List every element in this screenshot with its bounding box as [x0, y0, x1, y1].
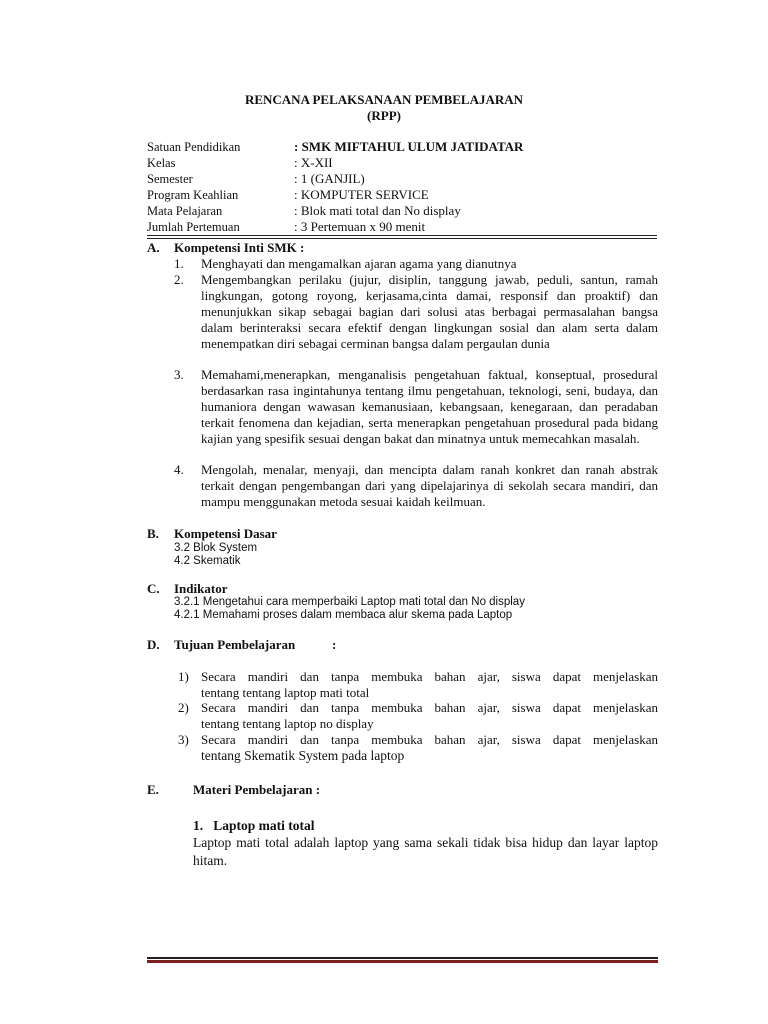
- section-d-letter: D.: [147, 637, 160, 652]
- identity-value: : KOMPUTER SERVICE: [294, 187, 429, 202]
- identity-value: : SMK MIFTAHUL ULUM JATIDATAR: [294, 139, 524, 154]
- section-d-title: Tujuan Pembelajaran: [174, 637, 296, 652]
- identity-label: Mata Pelajaran: [147, 204, 223, 218]
- list-number: 3): [178, 732, 189, 747]
- identity-value: : 1 (GANJIL): [294, 171, 365, 186]
- section-c-title: Indikator: [174, 581, 228, 596]
- list-item-line: tentang tentang laptop no display: [201, 716, 374, 731]
- list-item: 3.2 Blok System: [174, 542, 258, 554]
- list-number: 1.: [174, 256, 184, 271]
- list-item: [201, 732, 658, 764]
- list-item-line: Secara mandiri dan tanpa membuka bahan ajar, siswa dapat menjelaskan: [201, 700, 658, 715]
- list-item: 3.2.1 Mengetahui cara memperbaiki Laptop mati total dan No display: [174, 596, 525, 608]
- identity-value: : X-XII: [294, 155, 333, 170]
- divider-line: [147, 238, 657, 239]
- section-e-title: Materi Pembelajaran :: [193, 782, 321, 797]
- list-item: 4.2 Skematik: [174, 555, 241, 567]
- list-item: Memahami,menerapkan, menganalisis pengetahuan faktual, konseptual, prosedural berdasarkan rasa ingintahunya tentang ilmu pengetahuan, teknologi, seni, budaya, dan humaniora dengan wawasan kemanusiaan, kebangsaan, kenegaraan, dan peradaban terkait fenomena dan kejadian, serta menerapkan pengetahuan prosedural pada bidang kajian yang spesifik sesuai dengan bakat dan minatnya untuk memecahkan masalah.: [201, 367, 658, 446]
- identity-label: Program Keahlian: [147, 188, 239, 202]
- list-item: [201, 700, 658, 732]
- list-number: 4.: [174, 462, 184, 477]
- identity-label: Kelas: [147, 156, 176, 170]
- identity-value: : 3 Pertemuan x 90 menit: [294, 219, 426, 234]
- list-item: 4.2.1 Memahami proses dalam membaca alur skema pada Laptop: [174, 609, 513, 621]
- list-item-line: Secara mandiri dan tanpa membuka bahan ajar, siswa dapat menjelaskan: [201, 669, 658, 684]
- document-subtitle: (RPP): [367, 108, 401, 123]
- section-c-letter: C.: [147, 581, 160, 596]
- section-b-title: Kompetensi Dasar: [174, 526, 277, 541]
- section-b-letter: B.: [147, 526, 159, 541]
- footer-line: [147, 957, 658, 959]
- list-item: Menghayati dan mengamalkan ajaran agama yang dianutnya: [201, 256, 517, 271]
- section-e-letter: E.: [147, 782, 159, 797]
- list-item: Mengembangkan perilaku (jujur, disiplin, tanggung jawab, peduli, santun, ramah lingkungan, gotong royong, kerjasama,cinta damai, responsif dan proaktif) dan menunjukkan sikap sebagai bagian dari solusi atas berbagai permasalahan bangsa dalam berinteraksi secara efektif dengan lingkungan sosial dan alam serta dalam menempatkan diri sebagai cerminan bangsa dalam pergaulan dunia: [201, 272, 658, 351]
- list-item-line: tentang tentang laptop mati total: [201, 685, 370, 700]
- identity-value: : Blok mati total dan No display: [294, 203, 461, 218]
- section-d-colon: :: [332, 637, 337, 652]
- subsection-text: Laptop mati total adalah laptop yang sama sekali tidak bisa hidup dan layar laptop hitam.: [193, 835, 658, 868]
- section-a-letter: A.: [147, 240, 160, 255]
- list-item-line: tentang Skematik System pada laptop: [201, 748, 405, 763]
- list-number: 2): [178, 700, 189, 715]
- list-item-line: Secara mandiri dan tanpa membuka bahan ajar, siswa dapat menjelaskan: [201, 732, 658, 747]
- list-number: 3.: [174, 367, 184, 382]
- section-a-title: Kompetensi Inti SMK :: [174, 240, 305, 255]
- identity-label: Satuan Pendidikan: [147, 140, 241, 154]
- identity-label: Semester: [147, 172, 193, 186]
- list-number: 1): [178, 669, 189, 684]
- document-title: RENCANA PELAKSANAAN PEMBELAJARAN: [244, 92, 524, 107]
- footer-line: [147, 960, 658, 963]
- list-item: [201, 669, 658, 701]
- list-item: Mengolah, menalar, menyaji, dan mencipta dalam ranah konkret dan ranah abstrak terkait dengan pengembangan dari yang dipelajarinya di sekolah secara mandiri, dan mampu menggunakan metoda sesuai kaidah keilmuan.: [201, 462, 658, 509]
- list-number: 2.: [174, 272, 184, 287]
- subsection-title: 1. Laptop mati total: [193, 818, 315, 833]
- divider-line: [147, 235, 657, 236]
- identity-label: Jumlah Pertemuan: [147, 220, 240, 234]
